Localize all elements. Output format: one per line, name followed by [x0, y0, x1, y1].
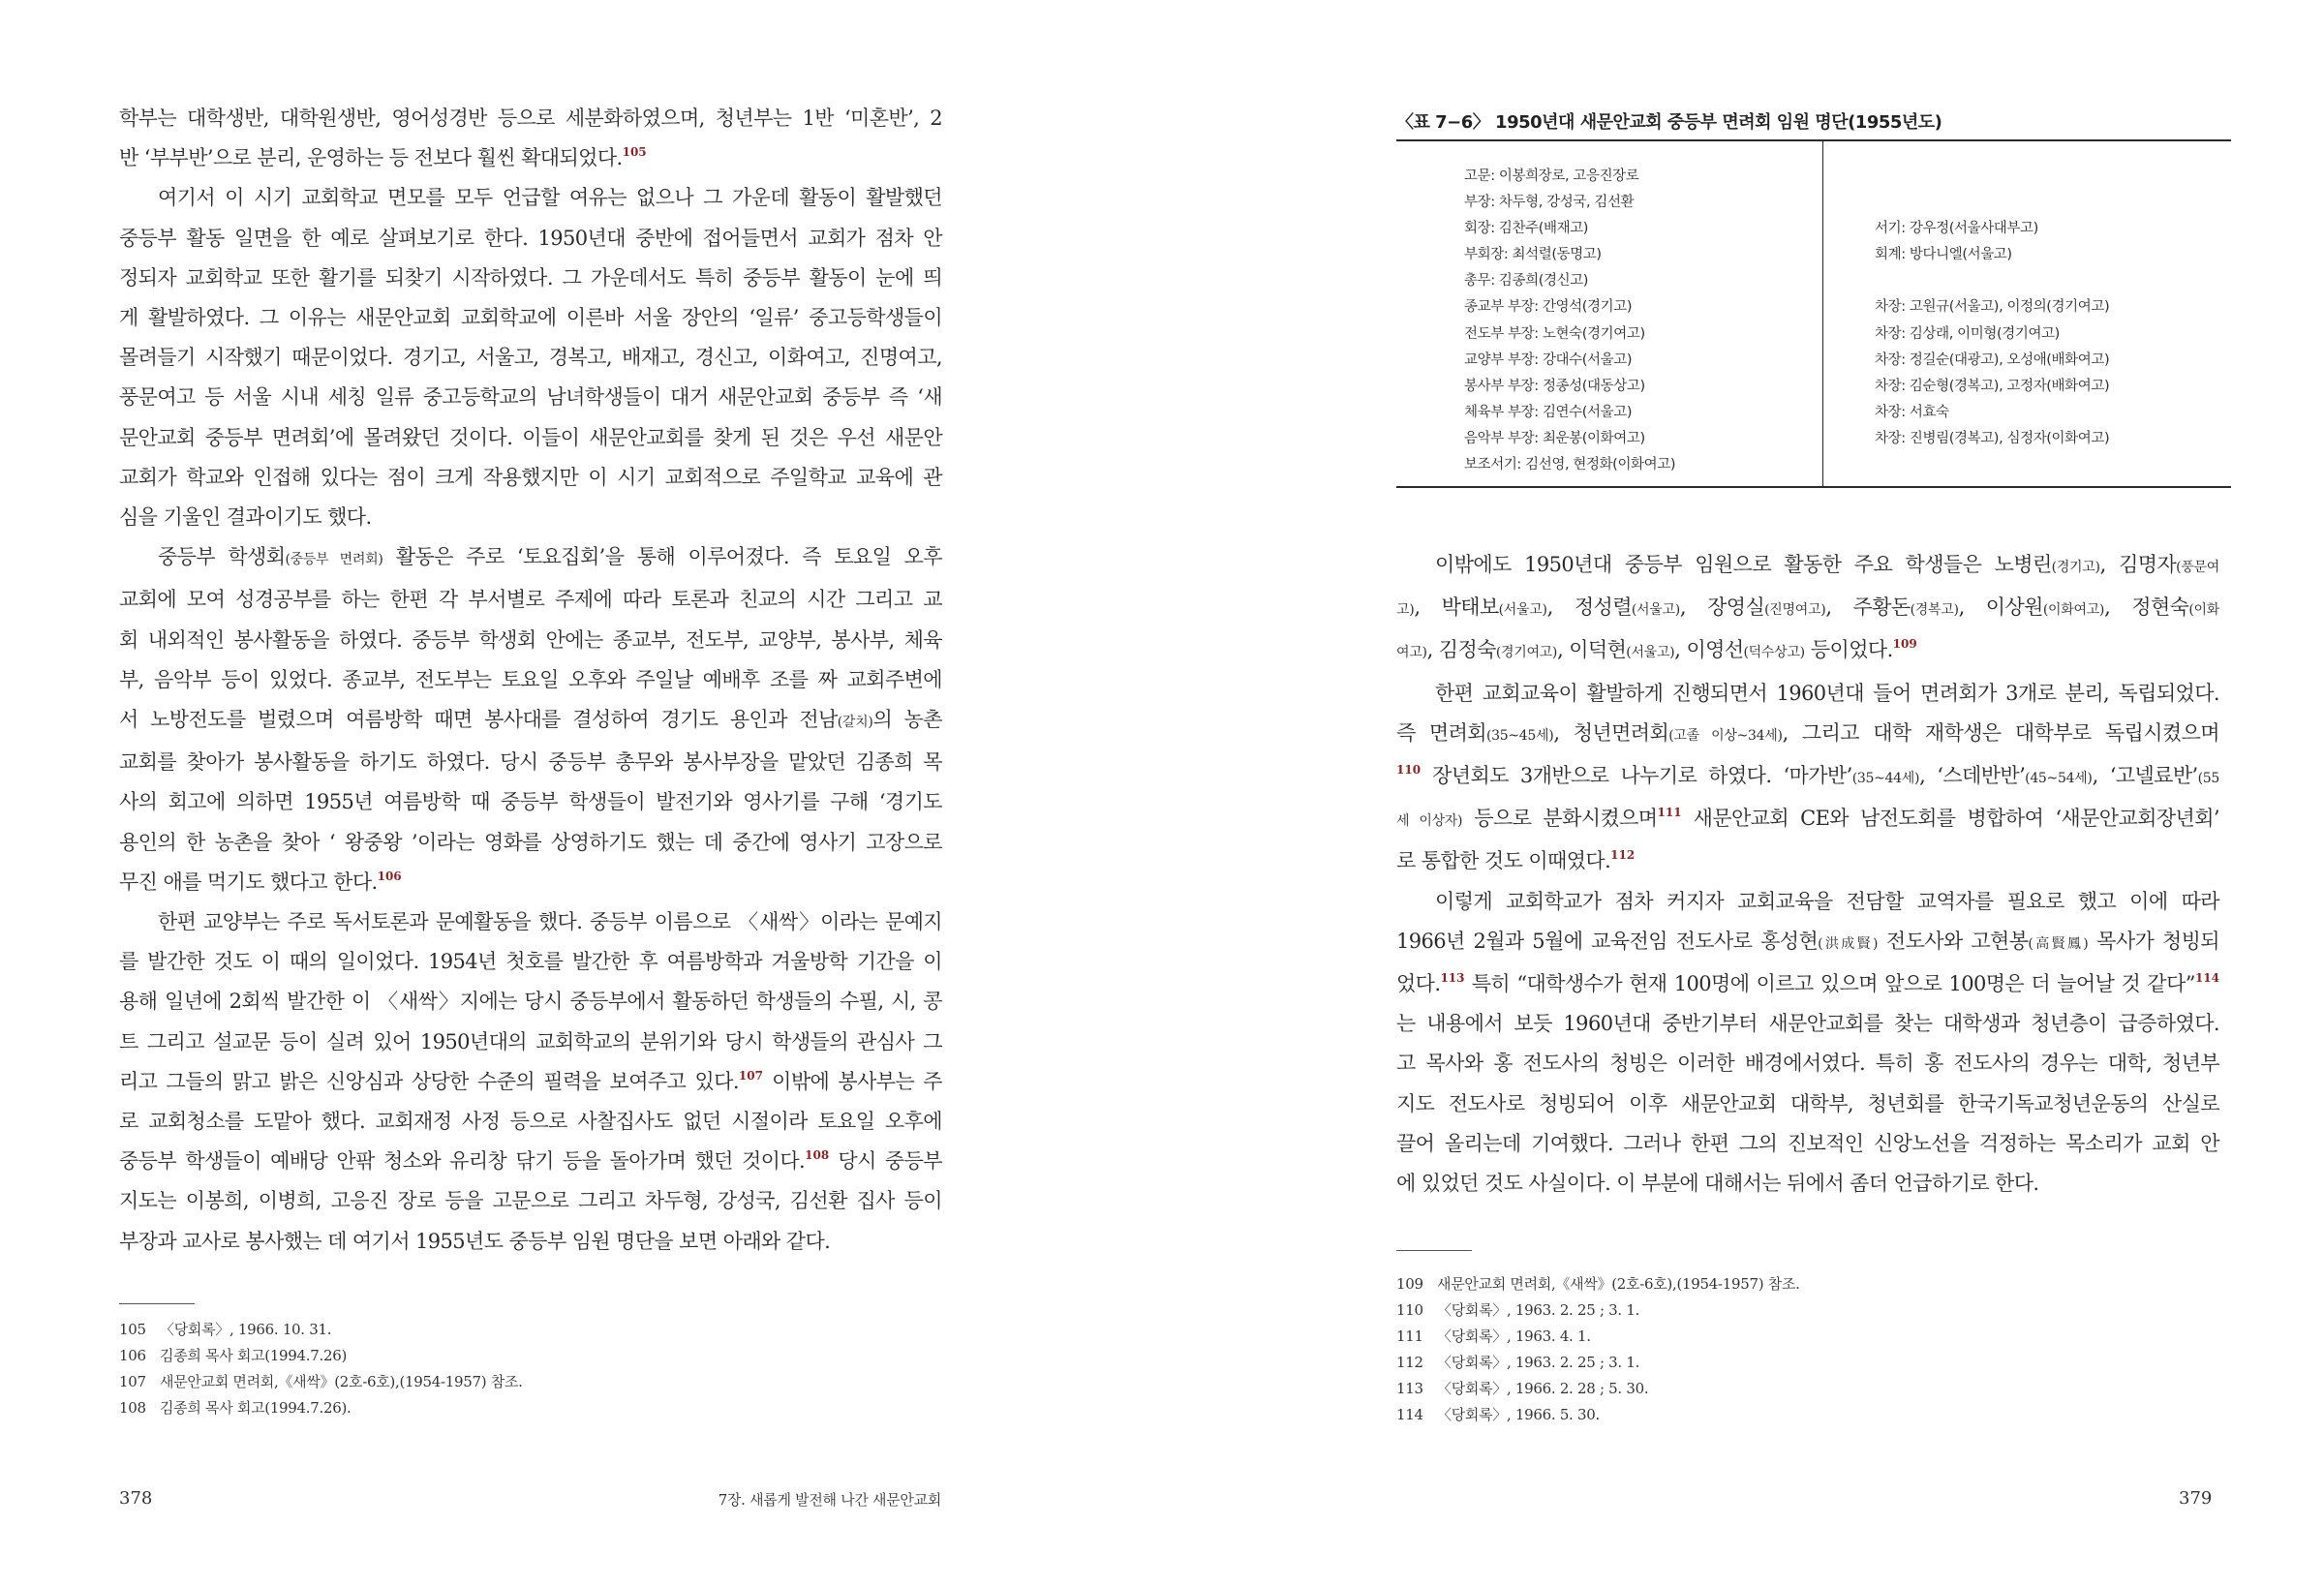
text-line	[1396, 756, 2219, 799]
inline-annotation: (경복고)	[1910, 602, 1959, 619]
inline-annotation: (경기고)	[2051, 560, 2100, 575]
right-footnotes	[1396, 1271, 1800, 1428]
text-line	[119, 942, 942, 982]
text-run: 를 발간한 것도 이 때의 일이었다. 1954년 첫호를 발간한 후 여름방학과 겨울방학 기간을 이	[119, 950, 942, 974]
footnote-number: 114	[1396, 1406, 1423, 1423]
footnote-number: 113	[1396, 1380, 1423, 1397]
text-line	[1396, 1044, 2219, 1083]
text-run: , 김정숙	[1426, 638, 1496, 662]
table-cell-left: 부회장: 최석렬(동명고)	[1464, 247, 1602, 263]
footnote-item	[1396, 1297, 1800, 1324]
table-right-column	[1875, 164, 2109, 478]
footnote-number: 105	[119, 1321, 146, 1338]
text-line	[1396, 841, 2219, 881]
inline-annotation: (중등부 면려회)	[285, 552, 383, 568]
text-run: , ‘고넬료반’	[2092, 764, 2198, 788]
text-run: , 박태보	[1414, 595, 1499, 620]
paragraph	[1396, 545, 2219, 674]
text-line	[119, 823, 942, 863]
table-column-divider	[1822, 141, 1823, 486]
text-run: , 장영실	[1679, 595, 1765, 620]
text-line	[119, 418, 942, 458]
table-cell-left: 교양부 부장: 강대수(서울고)	[1464, 351, 1633, 368]
inline-annotation: 여고)	[1396, 645, 1427, 661]
text-run: 리고 그들의 맑고 밝은 신앙심과 상당한 수준의 필력을 보여주고 있다.	[119, 1069, 739, 1093]
text-run: 정되자 교회학교 또한 활기를 되찾기 시작하였다. 그 가운데서도 특히 중등부 활동이 눈에 띄	[119, 265, 942, 290]
text-run: 용인의 한 농촌을 찾아 ‘ 왕중왕 ’이라는 영화를 상영하기도 했는 데 중간에 영사기 고장으로	[119, 830, 942, 854]
paragraph	[1396, 882, 2219, 1205]
text-run: 활동은 주로 ‘토요집회’을 통해 이루어졌다. 즉 토요일 오후	[382, 545, 942, 569]
running-head: 7장. 새롭게 발전해 나간 새문안교회	[718, 1491, 941, 1509]
footnote-item	[119, 1317, 523, 1343]
text-run: 는 내용에서 보듯 1960년대 중반기부터 새문안교회를 찾는 대학생과 청년층이 급증하였다.	[1396, 1012, 2219, 1036]
page-number-right: 379	[2179, 1488, 2213, 1509]
inline-annotation: (서울고)	[1498, 602, 1547, 619]
footnote-marker[interactable]: 113	[1440, 971, 1465, 986]
text-line	[1396, 1164, 2219, 1204]
text-run: 등으로 분화시켰으며	[1462, 807, 1658, 831]
text-line	[119, 378, 942, 417]
text-run: 1966년 2월과 5월에 교육전임 전도사로 홍성현	[1396, 929, 1819, 953]
footnote-text: 〈당회록〉, 1963. 2. 25 ; 3. 1.	[1437, 1354, 1640, 1371]
footnote-marker[interactable]: 105	[622, 145, 647, 160]
text-line	[1396, 922, 2219, 964]
inline-annotation: (45~54세)	[2025, 771, 2093, 787]
table-cell-right	[1875, 164, 2109, 190]
text-line	[1396, 1124, 2219, 1164]
inline-annotation: (경기여고)	[1495, 645, 1558, 661]
inline-annotation: (서울고)	[1626, 645, 1675, 661]
table-cell-left: 총무: 김종희(경신고)	[1464, 273, 1589, 290]
text-line	[119, 138, 942, 178]
text-run: , ‘스데반반’	[1919, 764, 2026, 788]
text-run: 몰려들기 시작했기 때문이었다. 경기고, 서울고, 경복고, 배재고, 경신고, 이화여고, 진명여고,	[119, 346, 942, 370]
inline-annotation: (이화여고)	[2042, 602, 2105, 619]
text-line	[119, 660, 942, 700]
text-line	[119, 99, 942, 138]
paragraph	[1396, 674, 2219, 882]
text-line	[119, 1022, 942, 1062]
text-line	[119, 743, 942, 782]
footnote-number: 106	[119, 1347, 146, 1364]
footnote-separator	[1396, 1250, 1472, 1251]
table-cell-right: 차장: 고원규(서울고), 이정의(경기여고)	[1875, 299, 2110, 316]
footnote-separator	[119, 1303, 195, 1304]
footnote-marker[interactable]: 110	[1396, 763, 1422, 778]
text-line	[119, 537, 942, 580]
text-run: 끌어 올리는데 기여했다. 그러나 한편 그의 진보적인 신앙노선을 걱정하는 목소리가 교회 안	[1396, 1131, 2219, 1155]
text-line	[1396, 882, 2219, 922]
text-line	[119, 580, 942, 620]
table-cell-right	[1875, 268, 2109, 294]
text-line	[119, 1222, 942, 1262]
inline-annotation: (55	[2197, 771, 2219, 787]
footnote-number: 110	[1396, 1301, 1423, 1319]
page-number-left: 378	[119, 1488, 153, 1509]
text-run: 전도사와 고현봉	[1878, 929, 2029, 953]
text-run: 목사가 청빙되	[2088, 929, 2219, 953]
text-run: 서 노방전도를 벌렸으며 여름방학 때면 봉사대를 결성하여 경기도 용인과 전남	[119, 708, 838, 732]
table-left-column	[1464, 164, 1675, 478]
text-run: , 이영선	[1674, 638, 1744, 662]
inline-annotation: (35~44세)	[1851, 771, 1920, 787]
text-line	[119, 1181, 942, 1221]
text-run: 트 그리고 설교문 등이 실려 있어 1950년대의 교회학교의 분위기와 당시 학생들의 관심사 그	[119, 1029, 942, 1053]
table-cell-right: 회계: 방다니엘(서울고)	[1875, 247, 2012, 263]
footnote-item	[1396, 1271, 1800, 1297]
text-run: 게 활발하였다. 그 이유는 새문안교회 교회학교에 이른바 서울 장안의 ‘일류’ 중고등학생들이	[119, 306, 942, 330]
footnote-number: 107	[119, 1373, 146, 1390]
text-line	[119, 700, 942, 743]
text-line	[119, 1062, 942, 1102]
text-run: 반 ‘부부반’으로 분리, 운영하는 등 전보다 훨씬 확대되었다.	[119, 146, 623, 170]
text-line	[1396, 674, 2219, 714]
text-line	[1396, 799, 2219, 841]
text-run: , 그리고 대학 재학생은 대학부로 독립시켰으며	[1782, 720, 2219, 745]
text-run: 부장과 교사로 봉사했는 데 여기서 1955년도 중등부 임원 명단을 보면 아래와 같다.	[119, 1229, 831, 1253]
text-run: 등이었다.	[1804, 638, 1893, 662]
text-run: 한편 교회교육이 활발하게 진행되면서 1960년대 들어 면려회가 3개로 분리, 독립되었다.	[1435, 681, 2219, 705]
text-run: 부, 음악부 등이 있었다. 종교부, 전도부는 토요일 오후와 주일날 예배후 조를 짜 교회주변에	[119, 667, 942, 691]
text-run: 이밖에 봉사부는 주	[762, 1069, 942, 1093]
inline-annotation: (洪成賢)	[1818, 935, 1879, 952]
text-run: 특히 “대학생수가 현재 100명에 이르고 있으며 앞으로 100명은 더 늘어날 것 같다”	[1464, 972, 2195, 996]
text-run: 었다.	[1396, 972, 1441, 996]
text-run: 로 통합한 것도 이때였다.	[1396, 849, 1611, 873]
inline-annotation: (고졸 이상~34세)	[1668, 727, 1783, 744]
table-cell-left: 종교부 부장: 간영석(경기고)	[1464, 299, 1633, 316]
text-line	[1396, 1004, 2219, 1044]
text-run: 지도는 이봉희, 이병희, 고응진 장로 등을 고문으로 그리고 차두형, 강성국, 김선환 집사 등이	[119, 1189, 942, 1213]
table-cell-left: 봉사부 부장: 정종성(대동상고)	[1464, 378, 1645, 394]
table-cell-left: 회장: 김찬주(배재고)	[1464, 221, 1589, 237]
text-run: 회 내외적인 봉사활동을 하였다. 중등부 학생회 안에는 종교부, 전도부, 교양부, 봉사부, 체육	[119, 627, 942, 652]
text-run: 학부는 대학생반, 대학원생반, 영어성경반 등으로 세분화하였으며, 청년부는 1반 ‘미혼반’, 2	[119, 107, 942, 130]
footnote-item	[1396, 1402, 1800, 1428]
text-run: 이밖에도 1950년대 중등부 임원으로 활동한 주요 학생들은 노병린	[1435, 553, 2052, 576]
table-cell-right: 차장: 김상래, 이미형(경기여고)	[1875, 325, 2060, 342]
table-cell-right	[1875, 452, 2109, 478]
footnote-marker[interactable]: 107	[738, 1068, 763, 1083]
text-line	[1396, 630, 2219, 673]
footnote-text: 김종희 목사 회고(1994.7.26).	[160, 1399, 352, 1417]
text-line	[119, 498, 942, 537]
right-page-body-text	[1396, 545, 2219, 1204]
inline-annotation: (갈치)	[837, 715, 873, 731]
inline-annotation: (덕수상고)	[1743, 645, 1805, 661]
text-run: 장년회도 3개반으로 나누기로 하였다. ‘마가반’	[1421, 764, 1852, 788]
footnote-marker[interactable]: 109	[1892, 637, 1917, 652]
footnote-item	[119, 1343, 523, 1369]
inline-annotation: (진명여고)	[1764, 602, 1826, 619]
text-run: 지도 전도사로 청빙되어 이후 새문안교회 대학부, 청년회를 한국기독교청년운동의 산실로	[1396, 1091, 2219, 1115]
inline-annotation: (35~45세)	[1486, 727, 1554, 744]
paragraph	[119, 178, 942, 537]
text-run: 당시 중등부	[829, 1149, 942, 1174]
text-run: 풍문여고 등 서울 시내 세칭 일류 중고등학교의 남녀학생들이 대거 새문안교회 중등부 즉 ‘새	[119, 385, 942, 410]
text-line	[119, 782, 942, 822]
footnote-item	[1396, 1324, 1800, 1350]
table-cell-left: 전도부 부장: 노현숙(경기여고)	[1464, 325, 1645, 342]
footnote-item	[119, 1369, 523, 1395]
paragraph	[119, 99, 942, 178]
text-run: 무진 애를 먹기도 했다고 한다.	[119, 870, 378, 894]
footnote-item	[119, 1395, 523, 1421]
text-line	[119, 458, 942, 498]
table-cell-right: 차장: 정길순(대광고), 오성애(배화여고)	[1875, 351, 2110, 368]
table-cell-left: 고문: 이봉희장로, 고응진장로	[1464, 168, 1639, 184]
text-run: 교회에 모여 성경공부를 하는 한편 각 부서별로 주제에 따라 토론과 친교의 시간 그리고 교	[119, 588, 942, 612]
inline-annotation: (이화	[2188, 602, 2219, 619]
text-line	[1396, 1084, 2219, 1124]
table-cell-right	[1875, 190, 2109, 216]
text-run: , 정성렬	[1546, 595, 1632, 620]
text-run: , 김명자	[2099, 553, 2177, 576]
table-cell-right: 차장: 서효숙	[1875, 404, 1949, 420]
text-run: 에 있었던 것도 사실이다. 이 부분에 대해서는 뒤에서 좀더 언급하기로 한다.	[1396, 1172, 2039, 1196]
inline-annotation: (高賢鳳)	[2028, 935, 2089, 952]
footnote-number: 111	[1396, 1328, 1423, 1345]
text-line	[119, 982, 942, 1022]
inline-annotation: (서울고)	[1631, 602, 1680, 619]
text-line	[119, 1142, 942, 1181]
text-run: 심을 기울인 결과이기도 했다.	[119, 505, 372, 530]
text-run: , 정현숙	[2104, 595, 2189, 620]
text-run: , 이덕현	[1557, 638, 1627, 662]
table-cell-right: 서기: 강우정(서울사대부고)	[1875, 221, 2038, 237]
text-run: 고 목사와 홍 전도사의 청빙은 이러한 배경에서였다. 특히 홍 전도사의 경우는 대학, 청년부	[1396, 1052, 2219, 1076]
right-page	[1162, 0, 2324, 1587]
text-run: 의 농촌	[872, 708, 942, 732]
text-line	[1396, 714, 2219, 756]
text-line	[1396, 545, 2219, 588]
text-line	[119, 219, 942, 259]
text-run: 중등부 학생들이 예배당 안팎 청소와 유리창 닦기 등을 돌아가며 했던 것이다.	[119, 1149, 806, 1174]
text-run: 용해 일년에 2회씩 발간한 이 〈새싹〉지에는 당시 중등부에서 활동하던 학생들의 수필, 시, 콩	[119, 990, 942, 1014]
text-run: 새문안교회 CE와 남전도회를 병합하여 ‘새문안교회장년회’	[1681, 807, 2219, 831]
text-line	[119, 338, 942, 378]
footnote-item	[1396, 1350, 1800, 1376]
inline-annotation: 세 이상자)	[1396, 813, 1463, 830]
table-title: 〈표 7−6〉 1950년대 새문안교회 중등부 면려회 임원 명단(1955년도)	[1396, 112, 1942, 133]
footnote-number: 109	[1396, 1275, 1423, 1293]
text-run: 한편 교양부는 주로 독서토론과 문예활동을 했다. 중등부 이름으로 〈새싹〉이라는 문예지	[158, 910, 942, 934]
text-run: 즉 면려회	[1396, 720, 1486, 745]
officers-table	[1396, 139, 2231, 488]
paragraph	[119, 537, 942, 902]
text-run: 이렇게 교회학교가 점차 커지자 교회교육을 전담할 교역자를 필요로 했고 이에 따라	[1435, 889, 2219, 913]
text-line	[1396, 964, 2219, 1004]
table-cell-right: 차장: 진병림(경복고), 심정자(이화여고)	[1875, 430, 2110, 446]
table-cell-left: 보조서기: 김선영, 현정화(이화여고)	[1464, 457, 1676, 473]
text-line	[119, 178, 942, 218]
text-line	[1396, 588, 2219, 630]
footnote-text: 〈당회록〉, 1966. 2. 28 ; 5. 30.	[1437, 1380, 1649, 1397]
footnote-number: 108	[119, 1399, 146, 1417]
text-line	[119, 863, 942, 902]
text-line	[119, 621, 942, 660]
footnote-text: 〈당회록〉, 1963. 4. 1.	[1437, 1328, 1591, 1345]
footnote-text: 〈당회록〉, 1963. 2. 25 ; 3. 1.	[1437, 1301, 1640, 1319]
footnote-text: 새문안교회 면려회,《새싹》(2호-6호),(1954-1957) 참조.	[1437, 1275, 1800, 1293]
text-line	[119, 902, 942, 942]
footnote-item	[1396, 1376, 1800, 1402]
text-run: 여기서 이 시기 교회학교 면모를 모두 언급할 여유는 없으나 그 가운데 활동이 활발했던	[158, 186, 942, 210]
text-line	[119, 1102, 942, 1142]
text-run: , 청년면려회	[1553, 720, 1669, 745]
text-run: 중등부 학생회	[158, 545, 286, 569]
text-run: 교회가 학교와 인접해 있다는 점이 크게 작용했지만 이 시기 교회적으로 주일학교 교육에 관	[119, 465, 942, 489]
table-cell-left: 음악부 부장: 최운봉(이화여고)	[1464, 430, 1645, 446]
footnote-marker[interactable]: 112	[1610, 848, 1636, 863]
left-footnotes	[119, 1317, 523, 1421]
text-run: 사의 회고에 의하면 1955년 여름방학 때 중등부 학생들이 발전기와 영사기를 구해 ‘경기도	[119, 790, 942, 814]
table-cell-left: 부장: 차두형, 강성국, 김선환	[1464, 195, 1635, 211]
paragraph	[119, 902, 942, 1262]
footnote-text: 〈당회록〉, 1966. 5. 30.	[1437, 1406, 1600, 1423]
text-run: , 이상원	[1958, 595, 2043, 620]
table-cell-left: 체육부 부장: 김연수(서울고)	[1464, 404, 1633, 420]
text-line	[119, 259, 942, 298]
text-run: 중등부 활동 일면을 한 예로 살펴보기로 한다. 1950년대 중반에 접어들면서 교회가 점차 안	[119, 226, 942, 250]
left-page-body-text	[119, 99, 942, 1262]
inline-annotation: (풍문여	[2176, 560, 2220, 575]
footnote-text: 김종희 목사 회고(1994.7.26)	[160, 1347, 348, 1364]
footnote-text: 새문안교회 면려회,《새싹》(2호-6호),(1954-1957) 참조.	[160, 1373, 523, 1390]
inline-annotation: 고)	[1396, 602, 1415, 619]
footnote-marker[interactable]: 106	[377, 869, 402, 883]
table-cell-right: 차장: 김순형(경복고), 고정자(배화여고)	[1875, 378, 2110, 394]
footnote-marker[interactable]: 111	[1657, 806, 1682, 820]
footnote-marker[interactable]: 108	[805, 1148, 830, 1163]
text-run: 교회를 찾아가 봉사활동을 하기도 하였다. 당시 중등부 총무와 봉사부장을 맡았던 김종희 목	[119, 750, 942, 775]
text-run: 로 교회청소를 도맡아 했다. 교회재정 사정 등으로 사찰집사도 없던 시절이라 토요일 오후에	[119, 1110, 942, 1134]
text-run: , 주황돈	[1825, 595, 1911, 620]
text-line	[119, 298, 942, 338]
text-run: 문안교회 중등부 면려회’에 몰려왔던 것이다. 이들이 새문안교회를 찾게 된 것은 우선 새문안	[119, 425, 942, 449]
footnote-text: 〈당회록〉, 1966. 10. 31.	[160, 1321, 332, 1338]
footnote-number: 112	[1396, 1354, 1423, 1371]
footnote-marker[interactable]: 114	[2194, 971, 2219, 986]
